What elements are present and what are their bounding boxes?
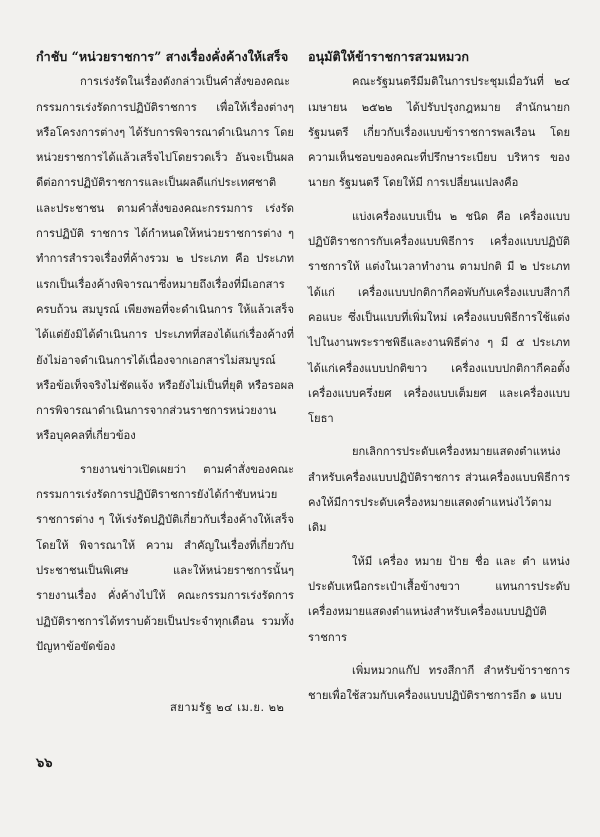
page-number: ๖๖ <box>36 756 53 771</box>
left-article-heading: กำชับ “หน่วยราชการ” สางเรื่องคั่งค้างให้เสร็จ <box>36 49 289 64</box>
right-paragraph-3: ยกเลิกการประดับเครื่องหมายแสดงตำแหน่งสำหรับเครื่องแบบปฏิบัติราชการ ส่วนเครื่องแบบพิธีการคงให้มีการประดับเครื่องหมายแสดงตำแหน่งไว้ตามเดิม <box>308 445 570 535</box>
right-column <box>308 44 570 716</box>
right-paragraph-1: คณะรัฐมนตรีมีมติในการประชุมเมื่อวันที่ ๒๔ เมษายน ๒๕๒๒ ได้ปรับปรุงกฎหมาย สำนักนายกรัฐมนตรี เกี่ยวกับเรื่องแบบข้าราชการพลเรือน โดยความเห็นชอบของคณะที่ปรึกษาระเบียบ บริหาร ของ นายก รัฐมนตรี โดยให้มี การเปลี่ยนแปลงคือ <box>308 75 570 190</box>
left-paragraph-1: การเร่งรัดในเรื่องดังกล่าวเป็นคำสั่งของคณะกรรมการเร่งรัดการปฏิบัติราชการ เพื่อให้เรื่องต่างๆ หรือโครงการต่างๆ ได้รับการพิจารณาดำเนินการ โดยหน่วยราชการได้แล้วเสร็จไปโดยรวดเร็ว อันจะเป็นผลดีต่อการปฏิบัติราชการและเป็นผลดีแก่ประเทศชาติและประชาชน ตามคำสั่งของคณะกรรมการ เร่งรัดการปฏิบัติ ราชการ ได้กำหนดให้หน่วยราชการต่าง ๆ ทำการสำรวจเรื่องที่ค้างรวม ๒ ประเภท คือ ประเภทแรกเป็นเรื่องค้างพิจารณาซึ่งหมายถึงเรื่องที่มีเอกสาร ครบถ้วน สมบูรณ์ เพียงพอที่จะดำเนินการ ให้แล้วเสร็จได้แต่ยังมิได้ดำเนินการ ประเภทที่สองได้แก่เรื่องค้างที่ยังไม่อาจดำเนินการได้เนื่องจากเอกสารไม่สมบูรณ์ หรือข้อเท็จจริงไม่ชัดแจ้ง หรือยังไม่เป็นที่ยุติ หรือรอผลการพิจารณาดำเนินการจากส่วนราชการหน่วยงานหรือบุคคลที่เกี่ยวข้อง <box>36 75 294 443</box>
right-paragraph-2: แบ่งเครื่องแบบเป็น ๒ ชนิด คือ เครื่องแบบปฏิบัติราชการกับเครื่องแบบพิธีการ เครื่องแบบปฏิบัติ ราชการให้ แต่งในเวลาทำงาน ตามปกติ มี ๒ ประเภท ได้แก่ เครื่องแบบปกติกากีคอพับกับเครื่องแบบสีกากีคอแบะ ซึ่งเป็นแบบที่เพิ่มใหม่ เครื่องแบบพิธีการใช้แต่งไปในงานพระราชพิธีและงานพิธีต่าง ๆ มี ๕ ประเภท ได้แก่เครื่องแบบปกติขาว เครื่องแบบปกติกากีคอตั้ง เครื่องแบบครึ่งยศ เครื่องแบบเต็มยศ และเครื่องแบบโยธา <box>308 209 570 426</box>
left-column <box>36 44 294 667</box>
right-paragraph-5: เพิ่มหมวกแก๊ป ทรงสีกากี สำหรับข้าราชการชายเพื่อใช้สวมกับเครื่องแบบปฏิบัติราชการอีก ๑ แบบ <box>308 663 570 703</box>
source-dateline: สยามรัฐ ๒๔ เม.ย. ๒๒ <box>170 701 285 714</box>
left-paragraph-2: รายงานข่าวเปิดเผยว่า ตามคำสั่งของคณะกรรมการเร่งรัดการปฏิบัติราชการยังได้กำชับหน่วยราชการต่าง ๆ ให้เร่งรัดปฏิบัติเกี่ยวกับเรื่องค้างให้เสร็จโดยให้ พิจารณาให้ ความ สำคัญในเรื่องที่เกี่ยวกับประชาชนเป็นพิเศษ และให้หน่วยราชการนั้นๆ รายงานเรื่อง คั่งค้างไปให้ คณะกรรมการเร่งรัดการปฏิบัติราชการได้ทราบด้วยเป็นประจำทุกเดือน รวมทั้งปัญหาข้อขัดข้อง <box>36 462 294 653</box>
right-article-heading: อนุมัติให้ข้าราชการสวมหมวก <box>308 49 469 64</box>
right-paragraph-4: ให้มี เครื่อง หมาย ป้าย ชื่อ และ ตำ แหน่ง ประดับเหนือกระเป๋าเสื้อข้างขวา แทนการประดับเครื่องหมายแสดงตำแหน่งสำหรับเครื่องแบบปฏิบัติราชการ <box>308 554 570 644</box>
